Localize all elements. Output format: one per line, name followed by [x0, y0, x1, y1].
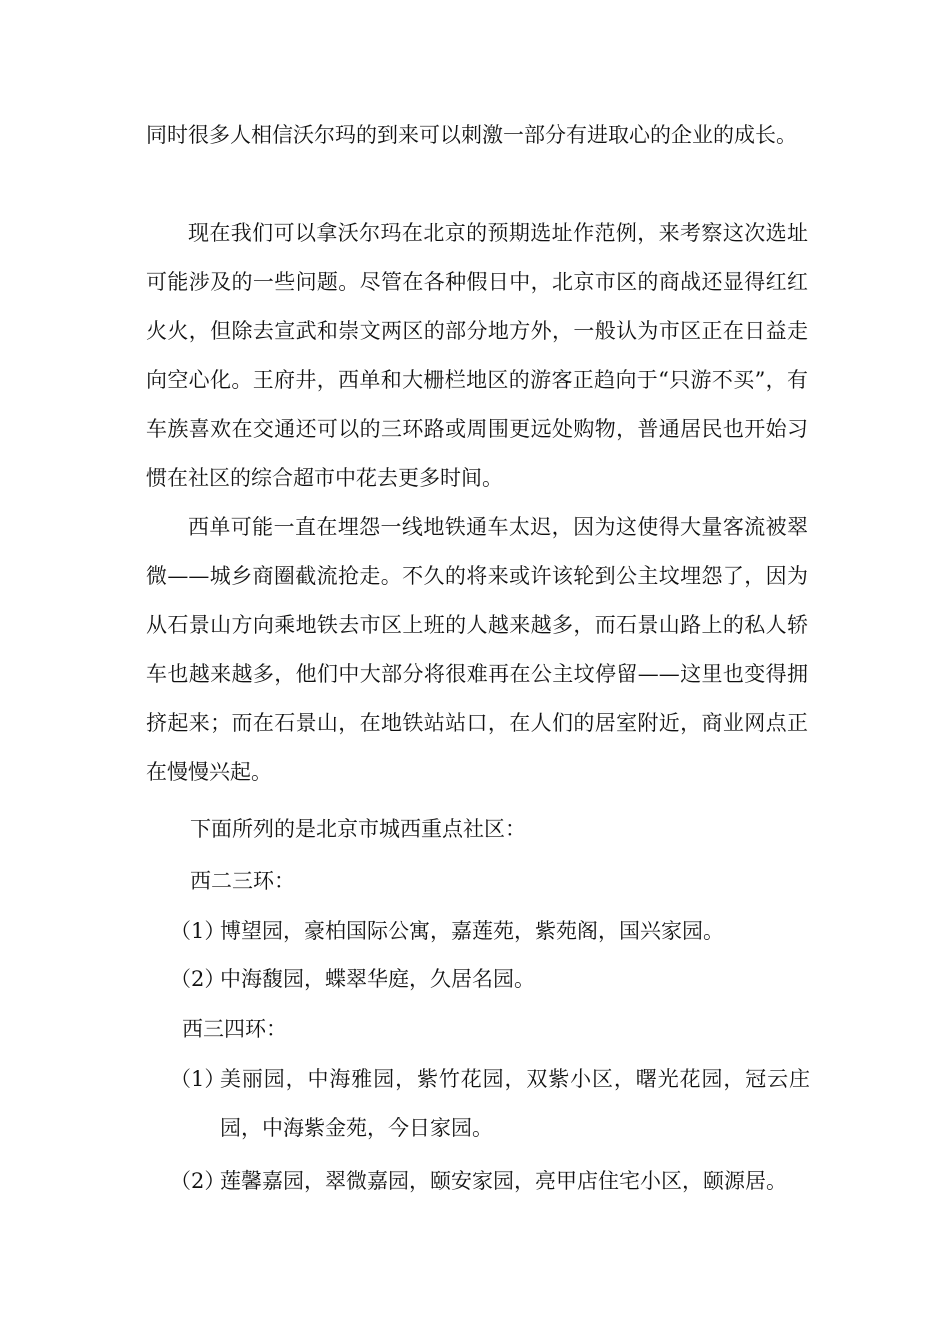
list-item-text: 美丽园，中海雅园，紫竹花园，双紫小区，曙光花园，冠云庄园，中海紫金苑，今日家园。 [220, 1067, 810, 1140]
list-item-text: 博望园，豪柏国际公寓，嘉莲苑，紫苑阁，国兴家园。 [220, 919, 724, 943]
list-item-number: （2） [170, 967, 226, 991]
section-heading-west-3-4-ring: 西三四环： [182, 1017, 287, 1041]
list-item [170, 955, 810, 1004]
section-heading-west-2-3-ring: 西二三环： [190, 869, 295, 893]
list-item-number: （1） [170, 919, 226, 943]
list-item [170, 1055, 810, 1153]
list-item-text: 莲馨嘉园，翠微嘉园，颐安家园，亮甲店住宅小区，颐源居。 [220, 1169, 787, 1193]
list-item-text: 中海馥园，蝶翠华庭，久居名园。 [220, 967, 535, 991]
list-item [170, 907, 810, 956]
paragraph-2: 现在我们可以拿沃尔玛在北京的预期选址作范例，来考察这次选址可能涉及的一些问题。尽管在各种假日中，北京市区的商战还显得红红火火，但除去宣武和崇文两区的部分地方外，一般认为市区正在日益走向空心化。王府井，西单和大栅栏地区的游客正趋向于“只游不买”，有车族喜欢在交通还可以的三环路或周围更远处购物，普通居民也开始习惯在社区的综合超市中花去更多时间。 [146, 221, 808, 490]
paragraph-4: 下面所列的是北京市城西重点社区： [190, 817, 526, 841]
paragraph-1: 同时很多人相信沃尔玛的到来可以刺激一部分有进取心的企业的成长。 [146, 123, 797, 147]
list-item-number: （2） [170, 1169, 226, 1193]
list-item-number: （1） [170, 1067, 226, 1091]
list-item [170, 1157, 810, 1206]
paragraph-3: 西单可能一直在埋怨一线地铁通车太迟，因为这使得大量客流被翠微——城乡商圈截流抢走。不久的将来或许该轮到公主坟埋怨了，因为从石景山方向乘地铁去市区上班的人越来越多，而石景山路上的私人轿车也越来越多，他们中大部分将很难再在公主坟停留——这里也变得拥挤起来；而在石景山，在地铁站站口，在人们的居室附近，商业网点正在慢慢兴起。 [146, 515, 808, 784]
